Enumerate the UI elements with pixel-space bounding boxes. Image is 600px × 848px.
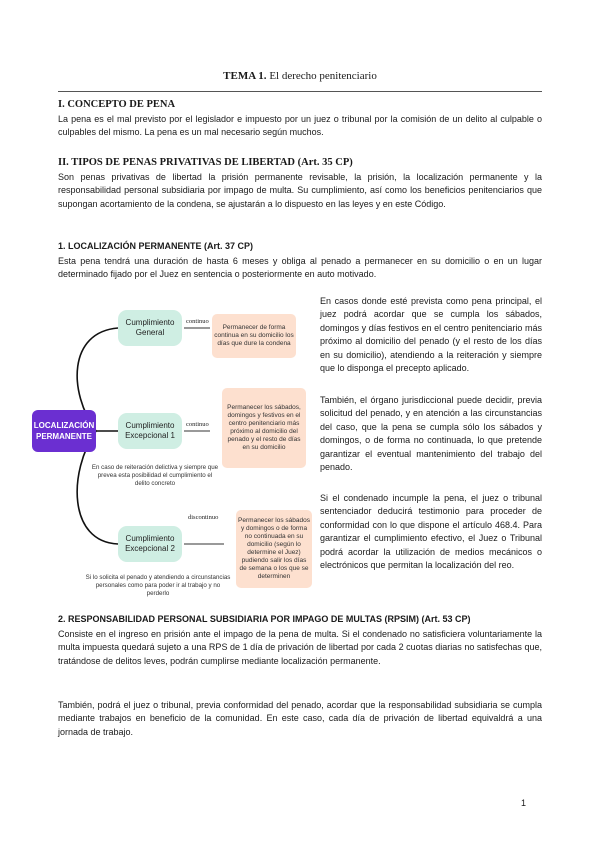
note-excepcional-2: Si lo solicita el penado y atendiendo a circunstancias personales como para poder ir al trabajo y no perderlo [85,574,231,597]
section-1-heading: I. CONCEPTO DE PENA [58,99,176,110]
right-paragraph-3: Si el condenado incumple la pena, el juez o tribunal sentenciador deducirá testimonio para proceder de conformidad con lo que dispone el artículo 468.4. Para garantizar el cumplimiento efectivo, el Juez o Tribunal podrá acordar la utilización de medios mecánicos o electrónicos que permitan la localización del reo. [320,493,542,571]
note-excepcional-1: En caso de reiteración delictiva y siempre que prevea esta posibilidad el cumplimiento el delito concreto [91,464,219,487]
subsection-1-heading: 1. LOCALIZACIÓN PERMANENTE (Art. 37 CP) [58,241,254,251]
title-bold: TEMA 1. [223,70,267,82]
subsection-2-heading: 2. RESPONSABILIDAD PERSONAL SUBSIDIARIA POR IMPAGO DE MULTAS (RPSIM) (Art. 53 CP) [58,614,471,624]
right-paragraph-2: También, el órgano jurisdiccional puede decidir, previa solicitud del penado, y en atención a las circunstancias del caso, que la pena se cumpla sólo los sábados y domingos, o de forma no continuada, lo que pretende garantizar el eventual mantenimiento del trabajo del penado. [320,395,542,473]
label-continuo-2: continuo [186,421,209,428]
right-paragraph-1: En casos donde esté prevista como pena principal, el juez podrá acordar que se cumpla los sábados, domingos y días festivos en el centro penitenciario más próximo al domicilio del penado (y el resto de los días en su domicilio), atendiendo a la reiteración y siempre que lo disponga el precepto aplicado. [320,296,542,374]
label-discontinuo: discontinuo [188,514,219,521]
box-general: Permanecer de forma continua en su domicilio los días que dure la condena [212,314,296,358]
section-1-text: La pena es el mal previsto por el legislador e impuesto por un juez o tribunal por la comisión de un delito al culpable o culpables del mismo. La pena es un mal necesario según muchos. [58,114,542,138]
root-node-localizacion: LOCALIZACIÓN PERMANENTE [32,410,96,452]
page-number: 1 [521,798,527,808]
section-2-text: Son penas privativas de libertad la prisión permanente revisable, la prisión, la localización permanente y la responsabilidad personal subsidiaria por impago de multa. Su cumplimiento, así como los beneficios penitenciarios que supongan acortamiento de la condena, se ajustarán a lo dispuesto en las leyes y en este Código. [58,172,542,209]
node-cumplimiento-excepcional-1: Cumplimiento Excepcional 1 [118,413,182,449]
box-excepcional-2: Permanecer los sábados y domingos o de forma no continuada en su domicilio (según lo determine el Juez) pudiendo salir los días de semana o los que se determinen [236,510,312,588]
subsection-1-text: Esta pena tendrá una duración de hasta 6 meses y obliga al penado a permanecer en su domicilio o en un lugar determinado fijado por el Juez en sentencia o posteriormente en auto motivado. [58,256,542,280]
box-excepcional-1: Permanecer los sábados, domingos y festivos en el centro penitenciario más próximo al domicilio del penado y el resto de días en su domicilio [222,388,306,468]
page-title [0,70,600,82]
node-cumplimiento-general: Cumplimiento General [118,310,182,346]
label-continuo-1: continuo [186,318,209,325]
title-rule [58,91,542,92]
node-cumplimiento-excepcional-2: Cumplimiento Excepcional 2 [118,526,182,562]
subsection-2-text-2: También, podrá el juez o tribunal, previa conformidad del penado, acordar que la responsabilidad subsidiaria se cumpla mediante trabajos en beneficio de la comunidad. En este caso, cada día de privación de libertad equivaldrá a una jornada de trabajo. [58,700,542,737]
title-rest: El derecho penitenciario [266,70,377,82]
section-2-heading: II. TIPOS DE PENAS PRIVATIVAS DE LIBERTAD (Art. 35 CP) [58,157,353,168]
localizacion-diagram [28,292,318,610]
subsection-2-text-1: Consiste en el ingreso en prisión ante el impago de la pena de multa. Si el condenado no satisficiera voluntariamente la multa impuesta quedará sujeto a una RPS de 1 día de privación de libertad por cada 2 cuotas diarias no satisfechas que, tratándose de delitos leves, podrán cumplirse mediante localización permanente. [58,629,542,666]
